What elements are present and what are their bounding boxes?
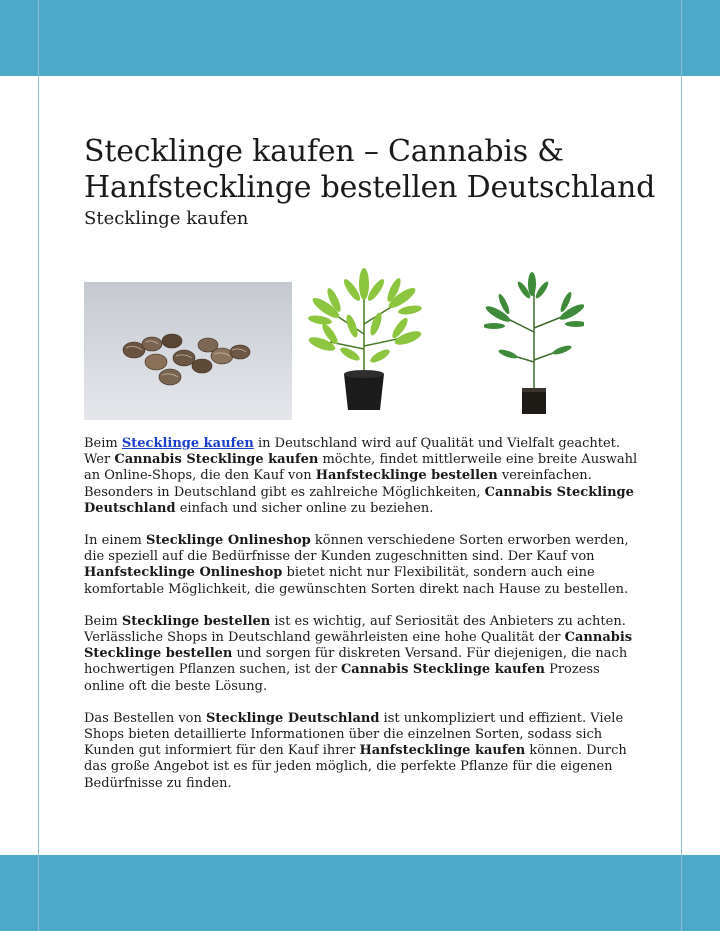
right-margin	[682, 0, 720, 931]
text: Beim	[84, 436, 122, 451]
text: ist unkompliziert und effizient. Viele Shops bieten detaillierte Informationen über die einzelnen Sorten, sodass sich Kunden gut informiert für den Kauf ihrer	[84, 710, 624, 759]
bold-keyword: Stecklinge Onlineshop	[146, 533, 311, 549]
text: können verschiedene Sorten erworben werden, die speziell auf die Bedürfnisse der Kunden zugeschnitten sind. Der Kauf von	[84, 533, 629, 565]
bold-keyword: Cannabis Stecklinge kaufen	[340, 662, 545, 678]
paragraph-4	[84, 711, 644, 792]
seeds-photo	[84, 282, 292, 420]
image-row	[84, 264, 644, 414]
bold-keyword: Cannabis Stecklinge Deutschland	[84, 484, 634, 516]
bold-keyword: Stecklinge Deutschland	[206, 710, 380, 726]
bold-keyword: Hanfstecklinge kaufen	[359, 743, 526, 759]
bold-keyword: Stecklinge bestellen	[121, 613, 271, 629]
cannabis-cutting	[484, 272, 584, 417]
paragraph-3	[84, 614, 644, 695]
bottom-band	[0, 855, 720, 931]
paragraph-1	[84, 436, 644, 517]
cannabis-plant-in-pot	[304, 264, 424, 414]
bold-keyword: Hanfstecklinge bestellen	[315, 468, 498, 484]
text: ist es wichtig, auf Seriosität des Anbieters zu achten. Verlässliche Shops in Deutschland gewährleisten eine hohe Qualität der	[84, 613, 626, 646]
text: in Deutschland wird auf Qualität und Vielfalt geachtet. Wer	[84, 436, 621, 468]
document-page	[46, 76, 674, 855]
left-margin	[0, 0, 38, 931]
text: einfach und sicher online zu beziehen.	[175, 500, 434, 516]
stecklinge-kaufen-link[interactable]: Stecklinge kaufen	[121, 436, 254, 451]
text: und sorgen für diskreten Versand. Für diejenigen, die nach hochwertigen Pflanzen suchen, ist der	[84, 646, 628, 678]
bold-keyword: Cannabis Stecklinge kaufen	[114, 452, 319, 468]
article-body	[84, 436, 644, 808]
text: möchte, findet mittlerweile eine breite Auswahl an Online-Shops, die den Kauf von	[84, 452, 638, 484]
text: Prozess online oft die beste Lösung.	[84, 662, 600, 694]
header-block	[84, 76, 684, 230]
text: vereinfachen. Besonders in Deutschland gibt es zahlreiche Möglichkeiten,	[84, 468, 592, 500]
text: bietet nicht nur Flexibilität, sondern auch eine komfortable Möglichkeit, die gewünschten Sorten direkt nach Hause zu bestellen.	[84, 565, 629, 597]
bold-keyword: Hanfstecklinge Onlineshop	[84, 565, 283, 581]
text: In einem	[84, 533, 147, 549]
bold-keyword: Cannabis Stecklinge bestellen	[84, 630, 633, 662]
paragraph-2	[84, 533, 644, 598]
text: Beim	[84, 613, 122, 629]
text: Das Bestellen von	[84, 710, 207, 726]
page-title: Stecklinge kaufen – Cannabis & Hanfstecklinge bestellen Deutschland	[84, 134, 656, 205]
text: können. Durch das große Angebot ist es für jeden möglich, die perfekte Pflanze für die eigenen Bedürfnisse zu finden.	[84, 743, 627, 791]
page-subtitle: Stecklinge kaufen	[84, 208, 249, 229]
top-band	[0, 0, 720, 76]
frame-line-left	[38, 0, 39, 931]
